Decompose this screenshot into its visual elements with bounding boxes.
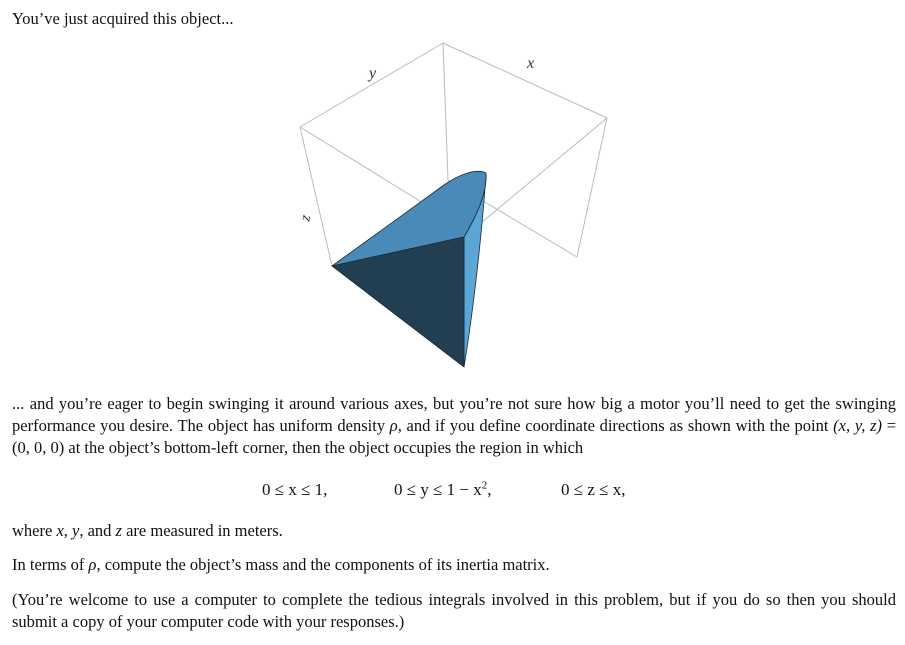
region-y-main: 0 ≤ y ≤ 1 − x [394, 480, 482, 499]
intro-text: You’ve just acquired this object... [12, 9, 234, 28]
p3-text-a: where [12, 521, 57, 540]
task-paragraph [12, 554, 896, 576]
p3-sep1: , [63, 521, 73, 540]
p4-text-b: , compute the object’s mass and the components of its inertia matrix. [96, 555, 550, 574]
region-y-comma: , [487, 480, 492, 499]
p2-text-b: , and if you define coordinate directions as shown with the point [397, 416, 834, 435]
p2-text-c: at the object’s bottom-left corner, then the object occupies the region in which [64, 438, 584, 457]
var-x: x [56, 521, 64, 540]
rho-symbol-2: ρ [88, 555, 97, 574]
equals-sign: = [882, 416, 897, 435]
axis-label-z: z [297, 213, 315, 223]
p3-sep2: , and [79, 521, 116, 540]
note-paragraph: (You’re welcome to use a computer to complete the tedious integrals involved in this problem, but if you do so then you should submit a copy of your computer code with your responses.) [12, 590, 896, 631]
point-tuple: (x, y, z) [833, 416, 882, 435]
region-y-exponent: 2 [481, 479, 488, 492]
p2-text-a: ... and you’re eager to begin swinging it around various axes, but you’re not sure how big a motor you’ll need to get the swinging performance you desire. The object has uniform density [12, 394, 896, 435]
var-y: y [72, 521, 80, 540]
axis-label-y: y [369, 65, 377, 82]
var-z: z [115, 521, 122, 540]
region-z: 0 ≤ z ≤ x, [561, 480, 626, 499]
p4-text-a: In terms of [12, 555, 89, 574]
axis-label-x: x [527, 55, 535, 72]
region-y [394, 480, 492, 500]
origin-tuple: (0, 0, 0) [12, 438, 65, 457]
p3-text-b: are measured in meters. [121, 521, 283, 540]
units-paragraph [12, 520, 896, 542]
object-3d-figure [290, 38, 620, 378]
rho-symbol: ρ [389, 416, 398, 435]
region-x: 0 ≤ x ≤ 1, [262, 480, 328, 499]
description-paragraph [12, 393, 896, 459]
